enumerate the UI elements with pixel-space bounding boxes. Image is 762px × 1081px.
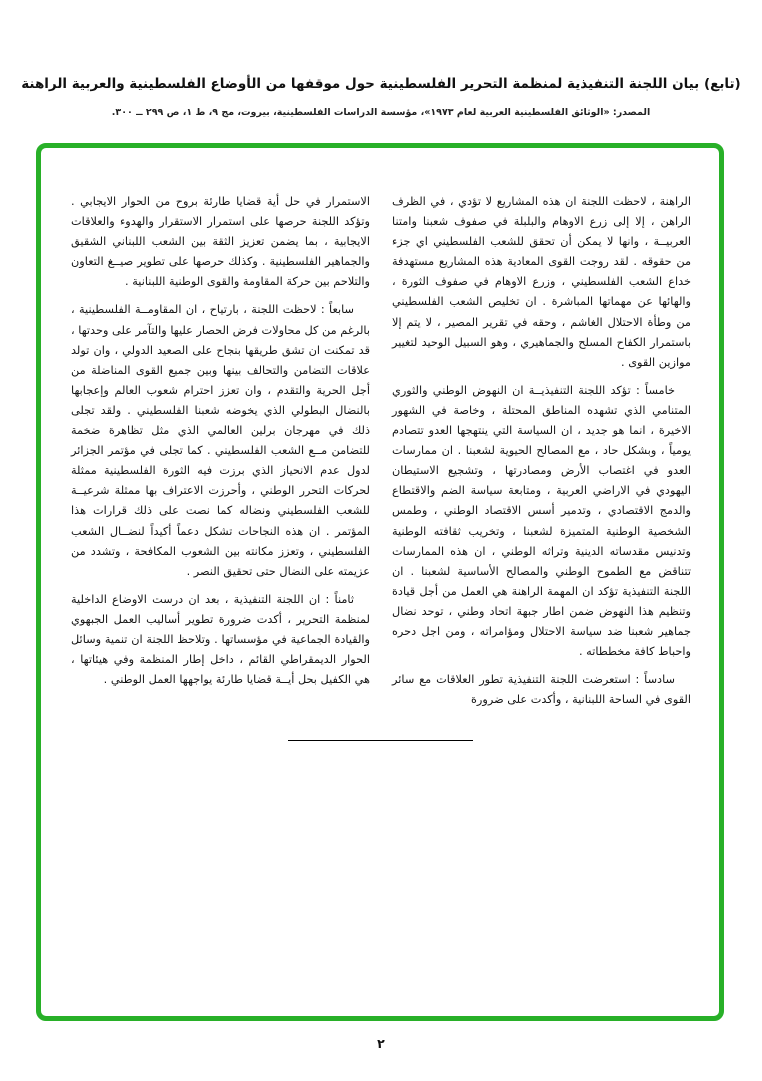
source-line: المصدر: «الوثائق الفلسطينية العربية لعام ١٩٧٣»، مؤسسة الدراسات الفلسطينية، بيروت، مج ٩، ط ١، ص ٢٩٩ ــ ٣٠٠.: [111, 107, 651, 118]
paragraph-sixth: سادساً : استعرضت اللجنة التنفيذية تطور العلاقات مع سائر القوى في الساحة اللبنانية ، وأكدت على ضرورة: [392, 673, 691, 707]
text-columns: [41, 148, 719, 718]
paragraph-continued-left: الاستمرار في حل أية قضايا طارئة بروح من الحوار الايجابي . وتؤكد اللجنة حرصها على استمرار الاستقرار والهدوء والعلاقات الايجابية ، بما يضمن تعزيز الثقة بين الشعب اللبناني الشقيق والجماهير الفلسطينية . وكذلك حرصها على تطوير صيــغ التعاون والتلاحم بين حركة المقاومة والقوى الوطنية اللبنانية .: [71, 195, 370, 289]
page-number: ٢: [377, 1036, 385, 1051]
document-title: (تابع) بيان اللجنة التنفيذية لمنظمة التحرير الفلسطينية حول موقفها من الأوضاع الفلسطينية والعربية الراهنة: [21, 76, 741, 92]
paragraph-eighth: ثامناً : ان اللجنة التنفيذية ، بعد ان درست الاوضاع الداخلية لمنظمة التحرير ، أكدت ضرورة تطوير أساليب العمل الجبهوي والقيادة الجماعية في مؤسساتها . وتلاحظ اللجنة ان تنمية وسائل الحوار الديمقراطي القائم ، داخل إطار المنظمة وفي هيئاتها ، هي الكفيل بحل أيــة قضايا طارئة يواجهها العمل الوطني .: [71, 592, 370, 687]
paragraph-fifth: خامساً : تؤكد اللجنة التنفيذيــة ان النهوض الوطني والثوري المتنامي الذي تشهده المناطق المحتلة ، وخاصة في الشهور الاخيرة ، انما هو جديد ، ان السياسة التي ينتهجها العدو تتصادم يومياً ، وبشكل حاد ، مع المصالح الحيوية لشعبنا . ان ممارسات العدو في اغتصاب الأرض ومصادرتها ، وتشجيع الاستيطان اليهودي في الاراضي العربية ، ومتابعة سياسة الضم والاقتطاع والدمج الاقتصادي ، وتدمير أسس الاقتصاد الوطني ، وطمس الشخصية الوطنية المتميزة لشعبنا ، وتخريب ثقافته الوطنية وتدنيس مقدساته الدينية وتراثه الوطني ، ان هذه الممارسات تتناقض مع الطموح الوطني والمصالح الأساسية لشعبنا . ان اللجنة التنفيذية تؤكد ان المهمة الراهنة هي العمل من أجل قيادة وتنظيم هذا النهوض ضمن اطار جبهة اتحاد وطني ، توحد نضال جماهير شعبنا ضد سياسة الاحتلال ومؤامراته ، ومن اجل دحره واحباط كافة مخططاته .: [392, 383, 691, 659]
paragraph-continued: الراهنة ، لاحظت اللجنة ان هذه المشاريع لا تؤدي ، في الظرف الراهن ، إلا إلى زرع الاوهام والبلبلة في صفوف شعبنا وامتنا العربيــة ، وانها لا يمكن أن تحقق للشعب الفلسطيني اي جزء من حقوقه . لقد روجت القوى المعادية هذه المشاريع مستهدفة خداع الشعب الفلسطيني ، وزرع الاوهام في صفوف الثورة ، والهائها عن مهماتها المباشرة . ان تخليص الشعب الفلسطيني من وطأة الاحتلال الغاشم ، وحقه في تقرير المصير ، لا يتم إلا باستمرار الكفاح المسلح والجماهيري ، وهو السبيل الوحيد لتغيير موازين القوى .: [392, 195, 691, 369]
separator-rule: [288, 740, 473, 741]
column-right: [392, 192, 691, 718]
paragraph-seventh: سابعاً : لاحظت اللجنة ، بارتياح ، ان المقاومــة الفلسطينية ، بالرغم من كل محاولات فرض الحصار عليها والتآمر على وحدتها ، قد تمكنت ان تشق طريقها بنجاح على الصعيد الدولي ، وان تولد علاقات التضامن والتحالف بينها وبين جميع القوى المناضلة من أجل الحرية والتقدم ، وان تعزز احترام شعوب العالم وإعجابها بالنضال البطولي الذي يخوضه شعبنا الفلسطيني . ولقد تجلى ذلك في مهرجان برلين العالمي الذي مثل تظاهرة ضخمة للتضامن مــع الشعب الفلسطيني . كما تجلى في مؤتمر الجزائر لدول عدم الانحياز الذي برزت فيه الثورة الفلسطينية ممثلة لحركات التحرر الوطني ، وأحرزت الاعتراف بها ممثلة شرعيــة للشعب الفلسطيني ونضاله كما نصت على ذلك قرارات هذا المؤتمر . ان هذه النجاحات تشكل دعماً أكيداً لنضــال الشعب الفلسطيني ، وتعزز مكانته بين الشعوب المكافحة ، وتشدد من عزيمته على النضال حتى تحقيق النصر .: [71, 303, 370, 578]
document-frame: [36, 143, 724, 1021]
column-left: [71, 192, 370, 718]
